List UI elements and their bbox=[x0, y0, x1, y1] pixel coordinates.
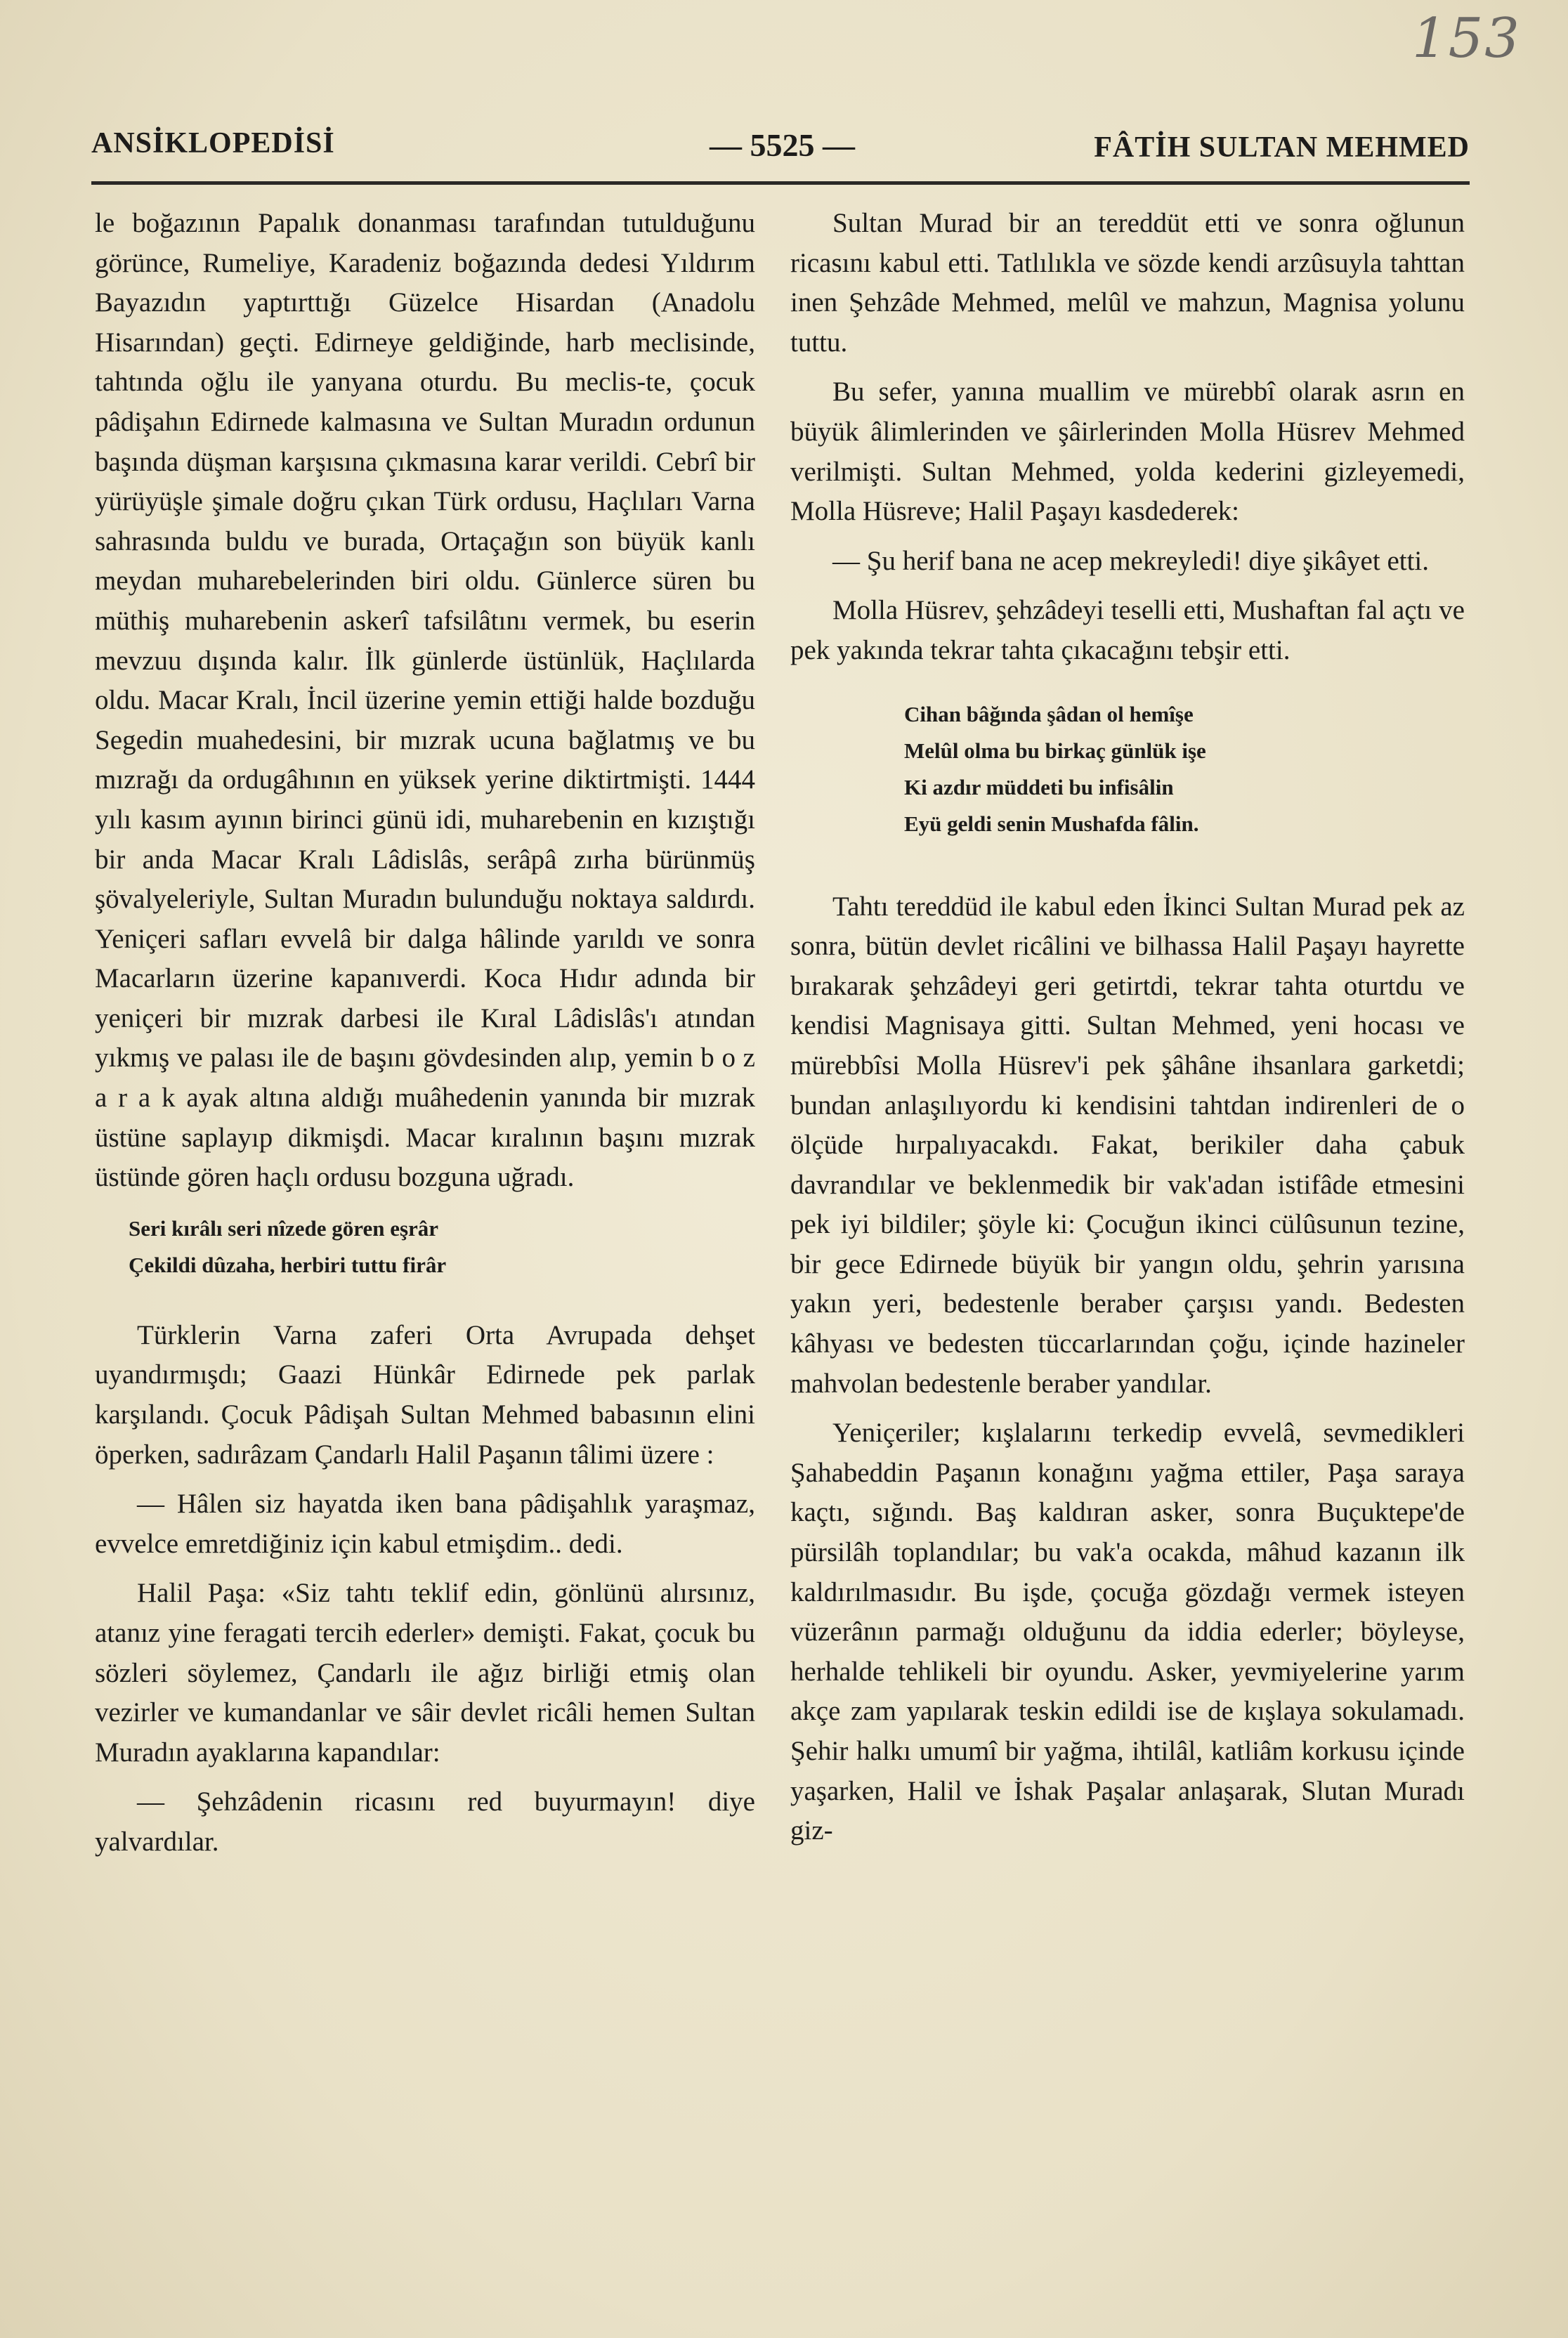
left-verse bbox=[95, 1210, 755, 1284]
right-paragraph-3: — Şu herif bana ne acep mekreyledi! diye şikâyet etti. bbox=[832, 545, 1430, 576]
right-paragraph-1: Sultan Murad bir an tereddüt etti ve sonra oğlunun ricasını kabul etti. Tatlılıkla ve sözde kendi arzûsuyla tahttan inen Şehzâde Mehmed, melûl ve mahzun, Magnisa yolunu tuttu. bbox=[790, 208, 1465, 358]
right-verse-line-1: Cihan bâğında şâdan ol hemîşe bbox=[904, 701, 1194, 726]
left-verse-line-1: Seri kırâlı seri nîzede gören eşrâr bbox=[129, 1215, 439, 1241]
right-paragraph-6: Yeniçeriler; kışlalarını terkedip evvelâ, sevmedikleri Şahabeddin Paşanın konağını yağma ettiler, Paşa saraya kaçtı, sığındı. Baş kaldıran asker, sonra Buçuktepe'de pürsilâh toplandılar; bu vak'a ocakda, mâhud kazanın ilk kaldırılmasıdır. Bu işde, çocuğa gözdağı vermek isteyen vüzerânın parmağı olduğunu da iddia ederler; böyleyse, herhalde tehlikeli bir oyundu. Asker, yevmiyelerine yarım akçe zam yapılarak teskin edildi ise de kışlaya sokulamadı. Şehir halkı umumî bir yağma, ihtilâl, katliâm korkusu içinde yaşarken, Halil ve İshak Paşalar anlaşarak, Slutan Muradı giz- bbox=[790, 1418, 1465, 1846]
left-paragraph-4: Halil Paşa: «Siz tahtı teklif edin, gönlünü alırsınız, atanız yine feragati tercih ederler» demişti. Fakat, çocuk bu sözleri söylemez, Çandarlı ile ağız birliği etmiş olan vezirler ve kumandanlar ve sâir devlet ricâli hemen Sultan Muradın ayaklarına kapandılar: bbox=[95, 1578, 755, 1768]
left-paragraph-3: — Hâlen siz hayatda iken bana pâdişahlık yaraşmaz, evvelce emretdiğiniz için kabul etmişdim.. dedi. bbox=[95, 1489, 755, 1559]
right-paragraph-5: Tahtı tereddüd ile kabul eden İkinci Sultan Murad pek az sonra, bütün devlet ricâlini ve bilhassa Halil Paşayı hayrette bırakarak şehzâdeyi geri getirtdi, tekrar tahta oturtdu ve kendisi Magnisaya gitti. Sultan Mehmed, yeni hocası ve mürebbîsi Molla Hüsrev'i pek şâhâne ihsanlara garketdi; bundan anlaşılıyordu ki kendisini tahtdan indirenleri de o ölçüde hırpalıyacakdı. Fakat, berikiler daha çabuk davrandılar ve beklenmedik bir vak'adan istifâde etmesini pek iyi bildiler; şöyle ki: Çocuğun ikinci cülûsunun tezine, bir gece Edirnede büyük bir yangın oldu, şehrin yarısına yakın yeri, bedestenle beraber çarşısı yandı. Bedesten kâhyası ve bedesten tüccarlarından çoğu, içinde hazineler mahvolan bedestenle beraber yandılar. bbox=[790, 891, 1465, 1399]
left-paragraph-1: le boğazının Papalık donanması tarafından tutulduğunu görünce, Rumeliye, Karadeniz boğazında dedesi Yıldırım Bayazıdın yaptırttığı Güzelce Hisardan (Anadolu Hisarından) geçti. Edirneye geldiğinde, harb meclisinde, tahtında oğlu ile yanyana oturdu. Bu meclis-te, çocuk pâdişahın Edirnede kalmasına ve Sultan Muradın ordunun başında düşman karşısına çıkmasına karar verildi. Cebrî bir yürüyüşle şimale doğru çıkan Türk ordusu, Haçlıları Varna sahrasında buldu ve burada, Ortaçağın son büyük kanlı meydan muharebelerinden biri oldu. Günlerce süren bu müthiş muharebenin askerî tafsilâtını vermek, bu eserin mevzuu dışında kalır. İlk günlerde üstünlük, Haçlılarda oldu. Macar Kralı, İncil üzerine yemin ettiği halde bozduğu Segedin muahedesini, bir mızrak ucuna bağlatmış ve bu mızrağı da ordugâhının en yüksek yerine diktirtmişti. 1444 yılı kasım ayının birinci günü idi, muharebenin en kızıştığı bir anda Macar Kralı Lâdislâs, serâpâ zırha bürünmüş şövalyeleriyle, Sultan Muradın bulunduğu noktaya saldırdı. Yeniçeri safları evvelâ bir dalga hâlinde yarıldı ve sonra Macarların üzerine kapanıverdi. Koca Hıdır adında bir yeniçeri bir mızrak darbesi ile Kıral Lâdislâs'ı atından yıkmış ve palası ile de başını gövdesinden alıp, yemin b o z a r a k ayak altına aldığı muâhedenin yanında bir mızrak üstüne saplayıp dikmişdi. Macar kıralının başını mızrak üstünde gören haçlı ordusu bozguna uğradı. bbox=[95, 208, 755, 1193]
right-column bbox=[790, 204, 1465, 1851]
header-rule bbox=[91, 181, 1470, 185]
page-number: — 5525 — bbox=[710, 127, 855, 163]
left-verse-line-2: Çekildi dûzaha, herbiri tuttu firâr bbox=[129, 1252, 447, 1277]
left-column bbox=[95, 204, 755, 1862]
right-verse-line-4: Eyü geldi senin Mushafda fâlin. bbox=[904, 811, 1199, 836]
left-paragraph-5: — Şehzâdenin ricasını red buyurmayın! diye yalvardılar. bbox=[95, 1787, 755, 1857]
right-verse-line-3: Ki azdır müddeti bu infisâlin bbox=[904, 774, 1174, 799]
pencil-page-annotation: 153 bbox=[1412, 7, 1521, 70]
right-verse bbox=[790, 696, 1465, 842]
header-encyclopedia-title: ANSİKLOPEDİSİ bbox=[91, 127, 335, 159]
running-header bbox=[91, 126, 1470, 176]
right-paragraph-4: Molla Hüsrev, şehzâdeyi teselli etti, Mushaftan fal açtı ve pek yakında tekrar tahta çıkacağını tebşir etti. bbox=[790, 595, 1465, 665]
header-article-title: FÂTİH SULTAN MEHMED bbox=[1094, 131, 1470, 164]
left-paragraph-2: Türklerin Varna zaferi Orta Avrupada dehşet uyandırmışdı; Gaazi Hünkâr Edirnede pek parlak karşılandı. Çocuk Pâdişah Sultan Mehmed babasının elini öperken, sadırâzam Çandarlı Halil Paşanın tâlimi üzere : bbox=[95, 1319, 755, 1470]
right-verse-line-2: Melûl olma bu birkaç günlük işe bbox=[904, 738, 1206, 763]
right-paragraph-2: Bu sefer, yanına muallim ve mürebbî olarak asrın en büyük âlimlerinden ve şâirlerinden Molla Hüsrev Mehmed verilmişti. Sultan Mehmed, yolda kederini gizleyemedi, Molla Hüsreve; Halil Paşayı kasdederek: bbox=[790, 377, 1465, 527]
